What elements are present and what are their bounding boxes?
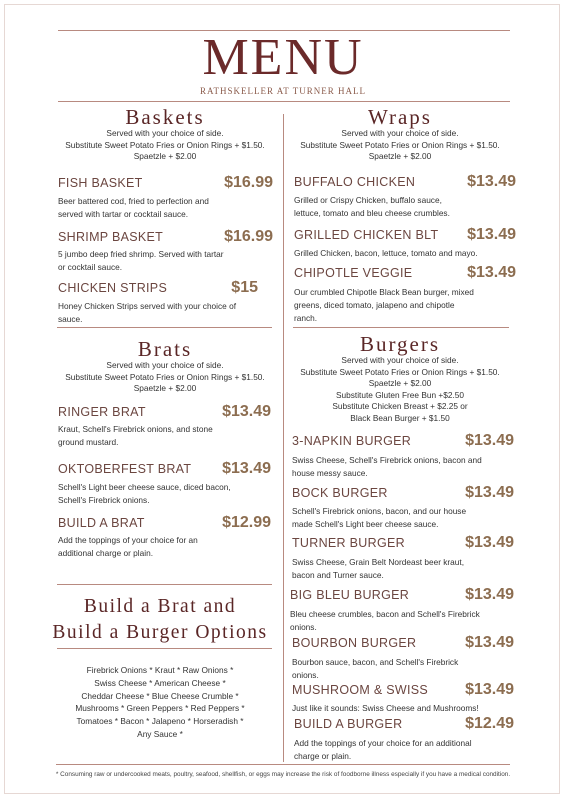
menu-title: MENU xyxy=(202,29,364,86)
section-rule xyxy=(57,584,272,585)
item-price: $13.49 xyxy=(465,484,514,501)
section-note: Substitute Chicken Breast + $2.25 or xyxy=(332,401,468,411)
item-price: $16.99 xyxy=(224,174,273,191)
item-name: GRILLED CHICKEN BLT xyxy=(294,228,439,242)
item-description: Schell's Light beer cheese sauce, diced bacon, Schell's Firebrick onions. xyxy=(58,482,231,505)
section-title-burgers: Burgers xyxy=(359,332,441,356)
item-name: RINGER BRAT xyxy=(58,405,146,419)
item-name: BIG BLEU BURGER xyxy=(290,588,410,602)
item-description: Swiss Cheese, Grain Belt Nordeast beer kraut, bacon and Turner sauce. xyxy=(292,557,465,580)
footer-rule xyxy=(56,764,510,765)
section-note: Spaetzle + $2.00 xyxy=(133,383,197,393)
build-options-title-line: Build a Brat and xyxy=(83,596,237,617)
item-name: BUILD A BRAT xyxy=(58,516,145,530)
section-note: Served with your choice of side. xyxy=(341,128,459,138)
section-note: Substitute Sweet Potato Fries or Onion Rings + $1.50. xyxy=(300,366,500,377)
section-title-wraps: Wraps xyxy=(368,105,432,129)
burgers-header xyxy=(288,333,512,424)
section-rule xyxy=(57,327,272,328)
menu-subtitle: RATHSKELLER AT TURNER HALL xyxy=(200,86,366,96)
item-name: 3-NAPKIN BURGER xyxy=(292,434,412,448)
build-options-title-line: Build a Burger Options xyxy=(52,622,268,643)
toppings-list: Firebrick Onions * Kraut * Raw Onions * Swiss Cheese * American Cheese * Cheddar Cheese * Blue Cheese Crumble * Mushrooms * Green Peppers * Red Peppers * Tomatoes * Bacon * Jalapeno * Horseradish * Any Sauce * xyxy=(75,665,245,739)
item-price: $13.49 xyxy=(465,534,514,551)
item-description: Bourbon sauce, bacon, and Schell's Firebrick onions. xyxy=(292,657,459,680)
item-name: BUILD A BURGER xyxy=(294,717,403,731)
brats-header xyxy=(50,338,280,395)
item-price: $13.49 xyxy=(222,460,271,477)
item-name: MUSHROOM & SWISS xyxy=(292,683,429,697)
section-note: Black Bean Burger + $1.50 xyxy=(350,412,450,423)
item-description: Honey Chicken Strips served with your choice of sauce. xyxy=(58,301,237,324)
build-options-title xyxy=(30,594,290,646)
item-price: $12.49 xyxy=(465,715,514,732)
section-note: Served with your choice of side. xyxy=(341,355,459,365)
section-note: Served with your choice of side. xyxy=(106,128,224,138)
item-name: BUFFALO CHICKEN xyxy=(294,175,416,189)
wraps-header xyxy=(288,106,512,163)
item-description: Grilled Chicken, bacon, lettuce, tomato and mayo. xyxy=(294,248,478,258)
item-price: $13.49 xyxy=(467,264,516,281)
item-name: CHIPOTLE VEGGIE xyxy=(294,266,413,280)
header-rule xyxy=(58,101,510,102)
item-price: $13.49 xyxy=(467,173,516,190)
item-price: $12.99 xyxy=(222,514,271,531)
section-note: Served with your choice of side. xyxy=(106,360,224,370)
item-price: $13.49 xyxy=(465,634,514,651)
item-name: BOURBON BURGER xyxy=(292,636,417,650)
section-note: Spaetzle + $2.00 xyxy=(133,151,197,161)
item-name: OKTOBERFEST BRAT xyxy=(58,462,192,476)
item-price: $13.49 xyxy=(465,586,514,603)
item-name: FISH BASKET xyxy=(58,176,143,190)
item-name: SHRIMP BASKET xyxy=(58,230,164,244)
item-description: Our crumbled Chipotle Black Bean burger, mixed greens, diced tomato, jalapeno and chipotle ranch. xyxy=(294,287,474,323)
allergen-footnote: * Consuming raw or undercooked meats, poultry, seafood, shellfish, or eggs may increase the risk of foodborne illness especially if you have a medical condition. xyxy=(55,771,511,778)
section-rule xyxy=(57,648,272,649)
column-divider xyxy=(283,114,284,762)
section-title-baskets: Baskets xyxy=(125,105,205,129)
item-price: $13.49 xyxy=(465,432,514,449)
item-price: $15 xyxy=(231,279,258,296)
section-note: Substitute Sweet Potato Fries or Onion Rings + $1.50. xyxy=(65,139,265,150)
item-description: Add the toppings of your choice for an additional charge or plain. xyxy=(58,535,198,558)
item-description: Add the toppings of your choice for an additional charge or plain. xyxy=(294,738,472,761)
item-description: Bleu cheese crumbles, bacon and Schell's Firebrick onions. xyxy=(290,609,480,632)
item-description: Schell's Firebrick onions, bacon, and our house made Schell's Light beer cheese sauce. xyxy=(292,506,467,529)
item-description: Just like it sounds: Swiss Cheese and Mushrooms! xyxy=(292,703,479,713)
item-description: Beer battered cod, fried to perfection and served with tartar or cocktail sauce. xyxy=(58,196,209,219)
item-description: Grilled or Crispy Chicken, buffalo sauce, lettuce, tomato and bleu cheese crumbles. xyxy=(294,195,450,218)
item-name: CHICKEN STRIPS xyxy=(58,281,168,295)
section-note: Substitute Sweet Potato Fries or Onion Rings + $1.50. xyxy=(65,371,265,382)
item-name: BOCK BURGER xyxy=(292,486,388,500)
item-description: Kraut, Schell's Firebrick onions, and stone ground mustard. xyxy=(58,424,213,447)
section-title-brats: Brats xyxy=(137,337,193,361)
section-note: Substitute Sweet Potato Fries or Onion Rings + $1.50. xyxy=(300,139,500,150)
item-name: TURNER BURGER xyxy=(292,536,405,550)
section-note: Substitute Gluten Free Bun +$2.50 xyxy=(336,389,464,400)
item-description: Swiss Cheese, Schell's Firebrick onions, bacon and house messy sauce. xyxy=(292,455,482,478)
item-price: $13.49 xyxy=(222,403,271,420)
section-rule xyxy=(293,327,509,328)
item-price: $13.49 xyxy=(465,681,514,698)
baskets-header xyxy=(50,106,280,163)
item-price: $13.49 xyxy=(467,226,516,243)
section-note: Spaetzle + $2.00 xyxy=(368,378,432,388)
section-note: Spaetzle + $2.00 xyxy=(368,151,432,161)
item-description: 5 jumbo deep fried shrimp. Served with tartar or cocktail sauce. xyxy=(58,249,224,272)
item-price: $16.99 xyxy=(224,228,273,245)
